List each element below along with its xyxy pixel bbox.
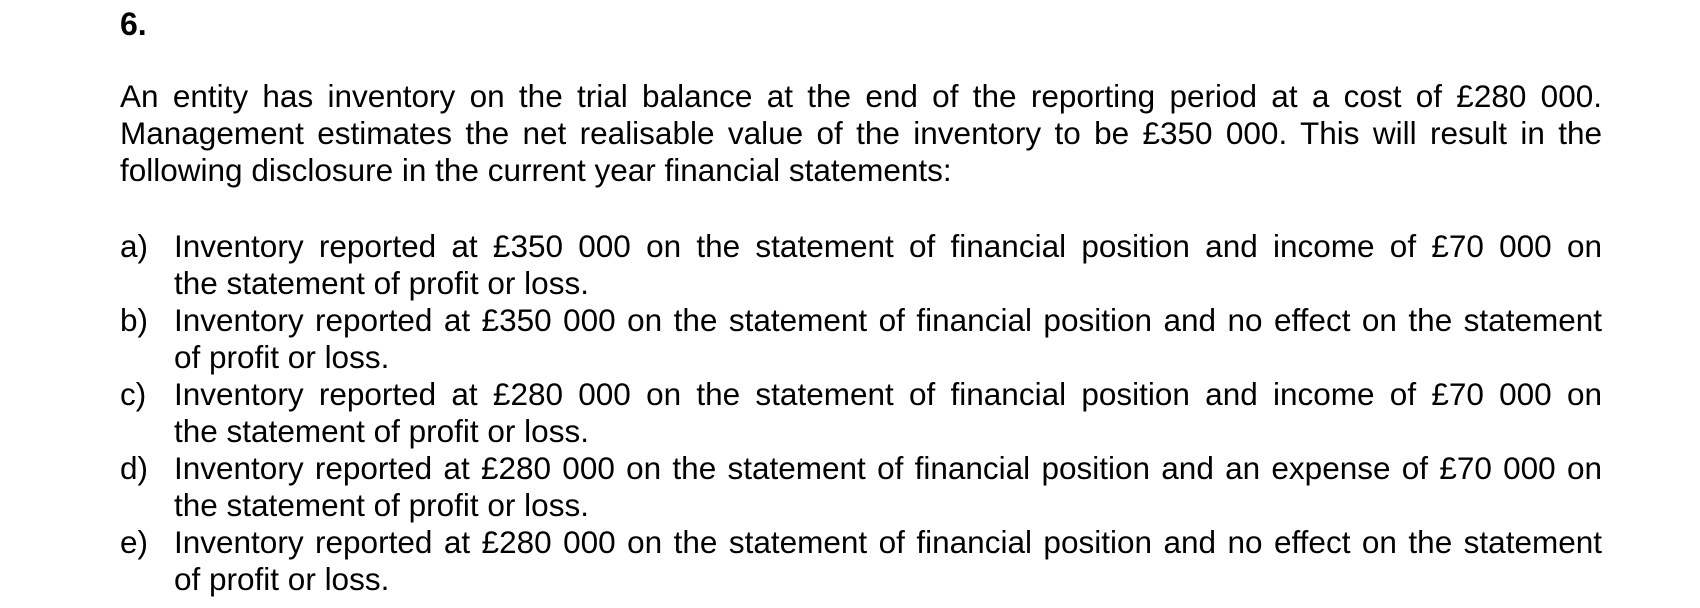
question-stem-line: Management estimates the net realisable value of the inventory to be £350 000. This will result in the (120, 115, 1602, 151)
answer-option-c[interactable] (120, 376, 1602, 450)
option-letter: e) (120, 524, 149, 560)
option-letter: a) (120, 228, 149, 264)
option-text-line: the statement of profit or loss. (174, 413, 589, 449)
option-text (174, 302, 1602, 376)
option-text-line: Inventory reported at £350 000 on the statement of financial position and no effect on the statement (174, 302, 1602, 338)
option-text-line: Inventory reported at £280 000 on the statement of financial position and an expense of £70 000 on (174, 450, 1602, 486)
option-text-line: Inventory reported at £280 000 on the statement of financial position and no effect on the statement (174, 524, 1602, 560)
question-stem-line: An entity has inventory on the trial balance at the end of the reporting period at a cost of £280 000. (120, 78, 1602, 114)
option-text (174, 450, 1602, 524)
option-text-line: Inventory reported at £350 000 on the statement of financial position and income of £70 000 on (174, 228, 1602, 264)
option-text-line: the statement of profit or loss. (174, 265, 589, 301)
option-text-line: of profit or loss. (174, 561, 390, 597)
question-number: 6. (120, 6, 147, 42)
option-text-line: Inventory reported at £280 000 on the statement of financial position and income of £70 000 on (174, 376, 1602, 412)
option-letter: c) (120, 376, 147, 412)
answer-option-a[interactable] (120, 228, 1602, 302)
answer-option-d[interactable] (120, 450, 1602, 524)
option-text (174, 376, 1602, 450)
question-stem-line: following disclosure in the current year financial statements: (120, 152, 952, 188)
option-text (174, 524, 1602, 598)
answer-option-b[interactable] (120, 302, 1602, 376)
option-letter: b) (120, 302, 149, 338)
option-letter: d) (120, 450, 149, 486)
option-text-line: of profit or loss. (174, 339, 390, 375)
answer-option-e[interactable] (120, 524, 1602, 598)
option-text (174, 228, 1602, 302)
question-stem (120, 78, 1602, 189)
answer-options (120, 228, 1602, 598)
option-text-line: the statement of profit or loss. (174, 487, 589, 523)
